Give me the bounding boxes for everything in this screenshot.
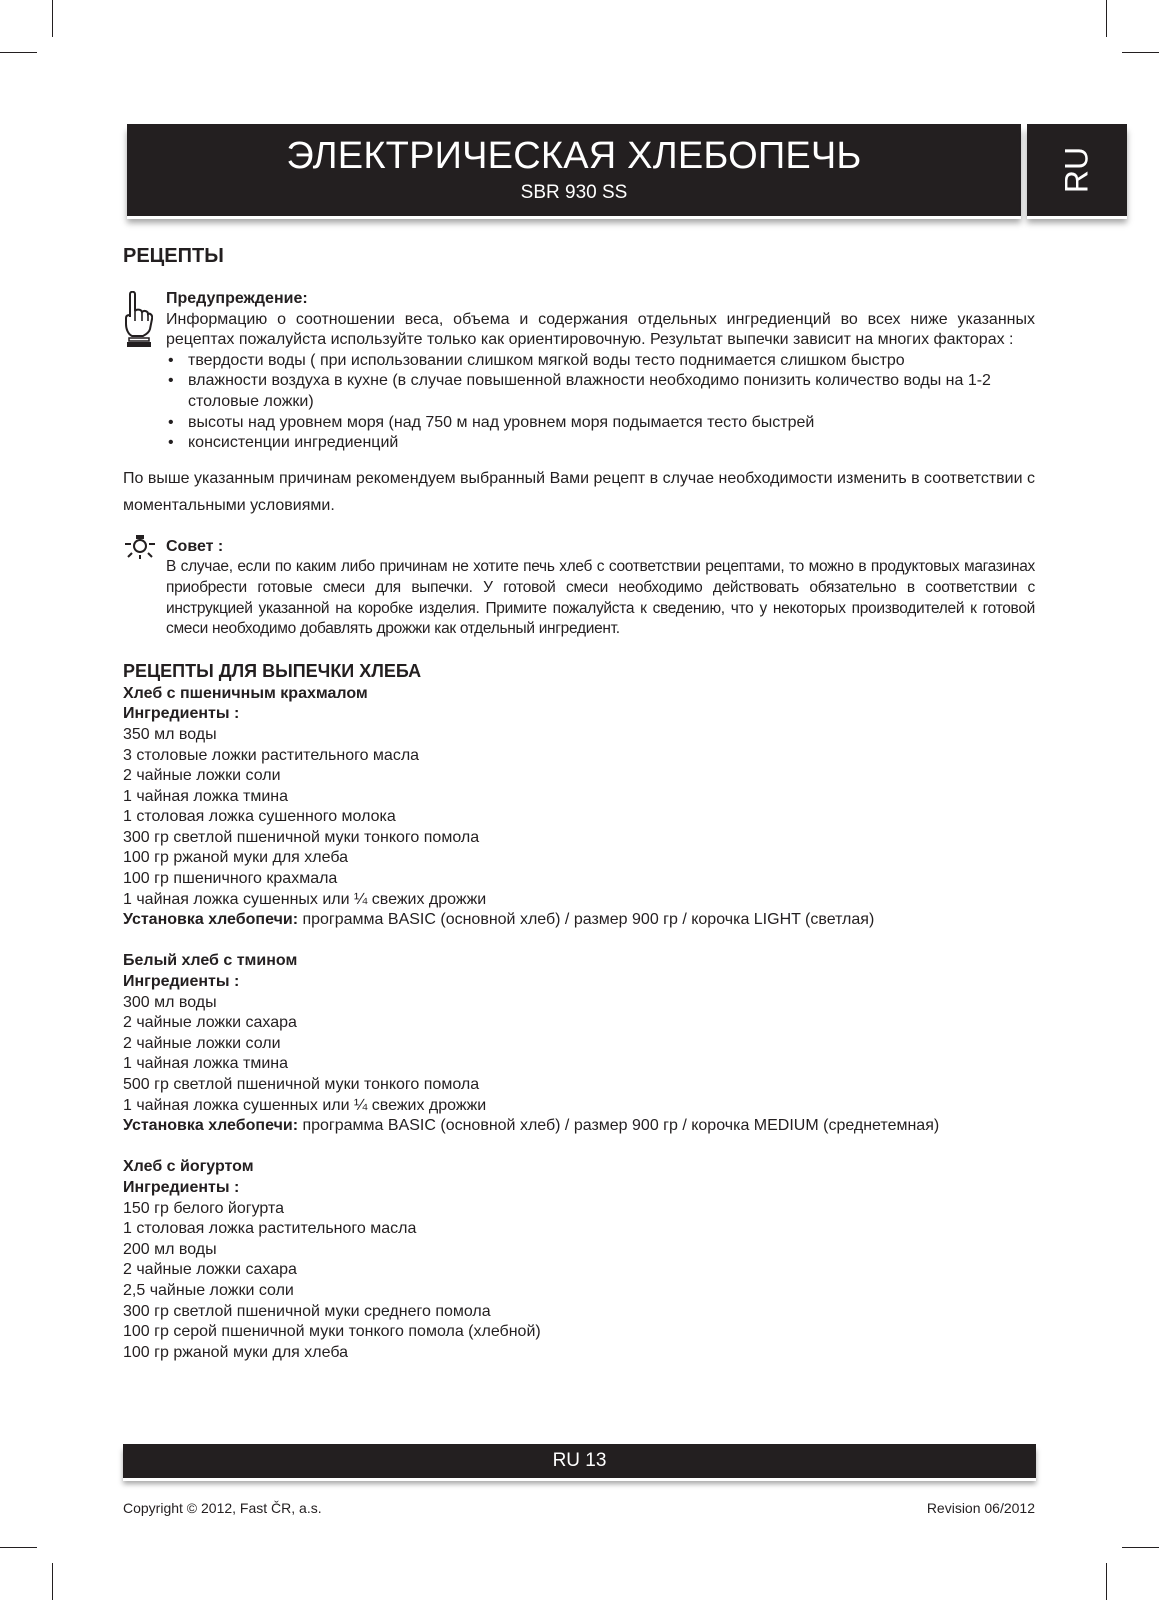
recipe-white-caraway <box>123 951 1035 1136</box>
factors-list <box>166 351 1035 454</box>
recipe-title: Хлеб с пшеничным крахмалом <box>123 684 368 702</box>
recipes-title: РЕЦЕПТЫ ДЛЯ ВЫПЕЧКИ ХЛЕБА <box>123 660 422 681</box>
crop-mark <box>1106 0 1107 37</box>
language-label: RU <box>1058 146 1095 194</box>
ingredient-item: 1 столовая ложка сушенного молока <box>123 808 396 826</box>
copyright-text: Copyright © 2012, Fast ČR, a.s. <box>123 1500 322 1516</box>
tip-title: Совет : <box>166 537 224 555</box>
ingredients-label: Ингредиенты : <box>123 1178 240 1196</box>
setting-label: Установка хлебопечи: <box>123 911 299 929</box>
ingredient-item: 2,5 чайные ложки соли <box>123 1281 294 1299</box>
tip-text: В случае, если по каким либо причинам не хотите печь хлеб с соответствии рецептами, то можно в продуктовых магазинах приобрести готовые смеси для выпечки. У готовой смеси необходимо действовать обязательно в соответствии с инструкцией указанной на коробке изделия. Примите пожалуйста к сведению, что у некоторых производителей к готовой смеси необходимо добавлять дрожжи как отдельный ингредиент. <box>166 558 1035 638</box>
ingredients-label: Ингредиенты : <box>123 705 240 723</box>
page-number-bar: RU 13 <box>123 1444 1036 1478</box>
crop-mark <box>52 0 53 37</box>
recommendation-paragraph: По выше указанным причинам рекомендуем выбранный Вами рецепт в случае необходимости изменить в соответствии с моментальными условиями. <box>123 469 1035 514</box>
ingredient-item: 500 гр светлой пшеничной муки тонкого помола <box>123 1076 480 1093</box>
ingredient-item: 300 гр светлой пшеничной муки среднего помола <box>123 1302 491 1320</box>
document-title: ЭЛЕКТРИЧЕСКАЯ ХЛЕБОПЕЧЬ <box>286 135 862 177</box>
ingredient-item: 150 гр белого йогурта <box>123 1199 284 1217</box>
ingredient-item: 2 чайные ложки сахара <box>123 1014 297 1032</box>
factor-item: • влажности воздуха в кухне (в случае повышенной влажности необходимо понизить количество воды на 1-2 столовые ложки) <box>166 371 1035 412</box>
recipe-title: Белый хлеб с тмином <box>123 952 298 970</box>
ingredient-item: 1 столовая ложка растительного масла <box>123 1220 417 1238</box>
ingredient-item: 1 чайная ложка сушенных или ¼ свежих дрожжи <box>123 890 487 908</box>
warning-block <box>123 289 1035 454</box>
ingredient-item: 1 чайная ложка сушенных или ¼ свежих дрожжи <box>123 1096 487 1114</box>
ingredient-item: 300 гр светлой пшеничной муки тонкого помола <box>123 828 480 846</box>
section-title: РЕЦЕПТЫ <box>123 245 224 267</box>
ingredient-item: 350 мл воды <box>123 725 217 743</box>
machine-setting <box>123 1116 1035 1137</box>
language-tab <box>1027 124 1127 216</box>
model-number: SBR 930 SS <box>520 182 628 203</box>
pointing-hand-icon <box>123 291 153 356</box>
crop-mark <box>1122 1547 1159 1548</box>
recipe-wheat-starch <box>123 684 1035 931</box>
ingredient-item: 200 мл воды <box>123 1240 217 1258</box>
crop-mark <box>0 1547 37 1548</box>
header-bar <box>127 124 1021 216</box>
ingredient-item: 100 гр ржаной муки для хлеба <box>123 1343 349 1361</box>
machine-setting <box>123 910 1035 931</box>
recipe-title: Хлеб с йогуртом <box>123 1158 254 1176</box>
ingredient-item: 3 столовые ложки растительного масла <box>123 746 420 764</box>
crop-mark <box>1122 52 1159 53</box>
crop-mark <box>0 52 37 53</box>
ingredient-item: 1 чайная ложка тмина <box>123 787 288 805</box>
ingredient-item: 100 гр пшеничного крахмала <box>123 870 338 888</box>
ingredient-item: 100 гр серой пшеничной муки тонкого помола (хлебной) <box>123 1323 541 1341</box>
setting-value: программа BASIC (основной хлеб) / размер 900 гр / корочка LIGHT (светлая) <box>298 911 875 929</box>
factor-item: • твердости воды ( при использовании слишком мягкой воды тесто поднимается слишком быстро <box>166 351 1035 372</box>
ingredients-label: Ингредиенты : <box>123 973 240 991</box>
ingredient-item: 100 гр ржаной муки для хлеба <box>123 849 349 867</box>
setting-value: программа BASIC (основной хлеб) / размер 900 гр / корочка MEDIUM (среднетемная) <box>298 1117 940 1135</box>
recipe-yogurt <box>123 1157 1035 1363</box>
ingredient-item: 2 чайные ложки соли <box>123 767 281 785</box>
main-content <box>123 244 1035 1363</box>
ingredient-item: 1 чайная ложка тмина <box>123 1055 288 1073</box>
ingredient-item: 2 чайные ложки соли <box>123 1034 281 1052</box>
lightbulb-icon <box>123 534 157 567</box>
factor-item: • высоты над уровнем моря (над 750 м над уровнем моря подымается тесто быстрей <box>166 413 1035 434</box>
ingredient-item: 300 мл воды <box>123 993 217 1011</box>
setting-label: Установка хлебопечи: <box>123 1117 299 1135</box>
crop-mark <box>52 1563 53 1600</box>
tip-block <box>123 537 1035 640</box>
ingredient-item: 2 чайные ложки сахара <box>123 1261 297 1279</box>
warning-title: Предупреждение: <box>166 290 308 307</box>
crop-mark <box>1106 1563 1107 1600</box>
revision-text: Revision 06/2012 <box>926 1500 1035 1516</box>
factor-item: • консистенции ингредиенций <box>166 433 1035 454</box>
warning-text: Информацию о соотношении веса, объема и содержания отдельных ингредиенций во всех ниже указанных рецептах пожалуйста используйте только как ориентировочную. Результат выпечки зависит на многих факторах : <box>166 310 1035 349</box>
